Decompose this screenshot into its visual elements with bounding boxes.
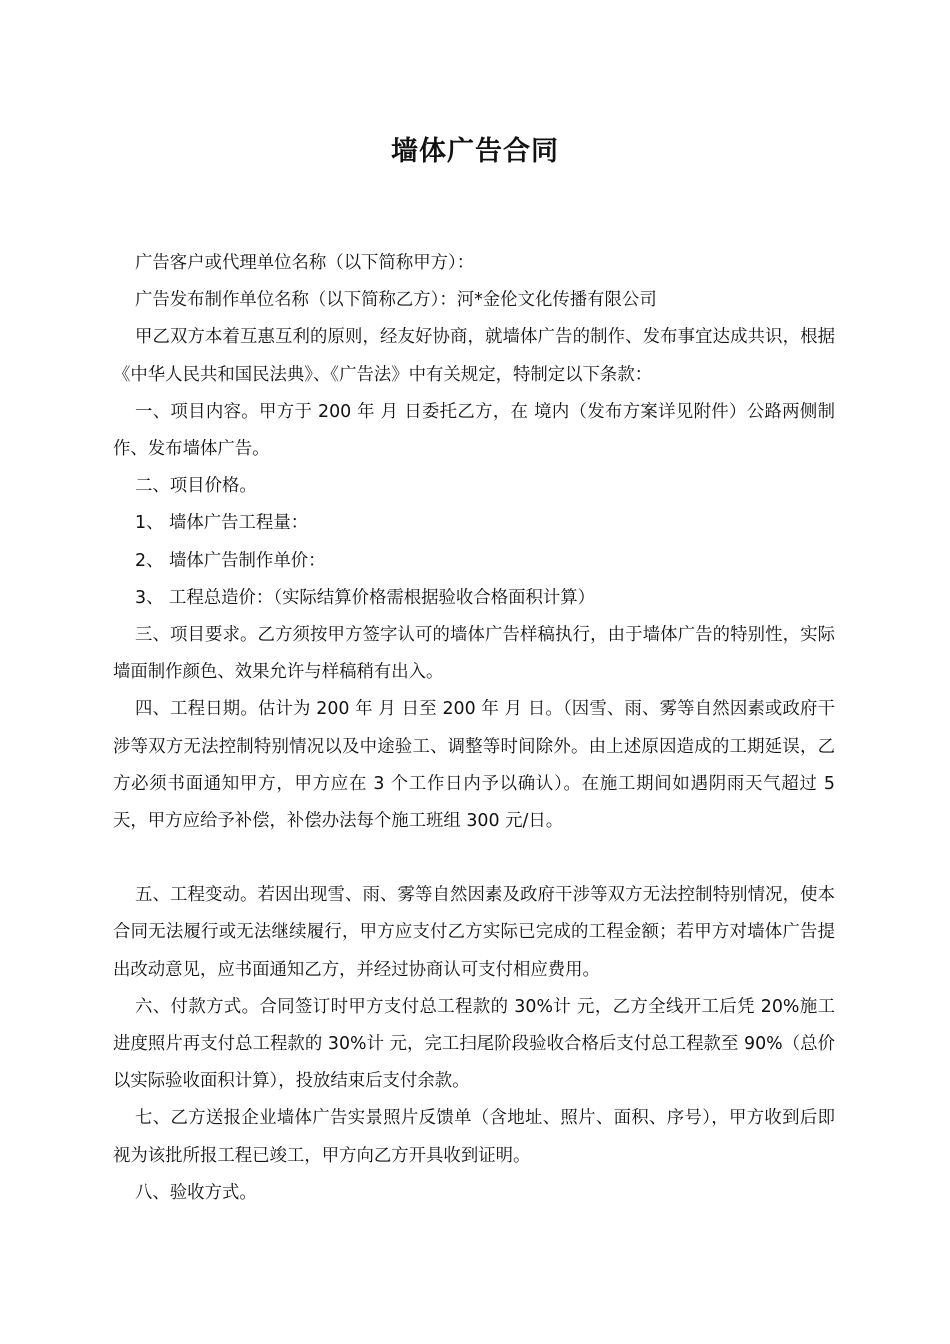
contract-body <box>113 245 835 1212</box>
clause-4-schedule: 四、工程日期。估计为 200 年 月 日至 200 年 月 日。（因雪、雨、雾等自然因素或政府干涉等双方无法控制特别情况以及中途验工、调整等时间除外。由上述原因造成的工期延误，乙方必须书面通知甲方，甲方应在 3 个工作日内予以确认）。在施工期间如遇阴雨天气超过 5 天，甲方应给予补偿，补偿办法每个施工班组 300 元/日。 <box>113 699 835 832</box>
clause-1-project-content: 一、项目内容。甲方于 200 年 月 日委托乙方，在 境内（发布方案详见附件）公路两侧制作、发布墙体广告。 <box>113 401 835 460</box>
preamble-paragraph: 甲乙双方本着互惠互利的原则，经友好协商，就墙体广告的制作、发布事宜达成共识，根据《中华人民共和国民法典》、《广告法》中有关规定，特制定以下条款： <box>113 327 835 385</box>
document-title: 墙体广告合同 <box>391 136 559 167</box>
party-b-line: 广告发布制作单位名称（以下简称乙方）：河*金伦文化传播有限公司 <box>135 290 657 311</box>
clause-5-changes: 五、工程变动。若因出现雪、雨、雾等自然因素及政府干涉等双方无法控制特别情况，使本合同无法履行或无法继续履行，甲方应支付乙方实际已完成的工程金额；若甲方对墙体广告提出改动意见，应书面通知乙方，并经过协商认可支付相应费用。 <box>113 885 835 980</box>
clause-8-acceptance: 八、验收方式。 <box>135 1182 257 1203</box>
clause-6-payment: 六、付款方式。合同签订时甲方支付总工程款的 30%计 元，乙方全线开工后凭 20%施工进度照片再支付总工程款的 30%计 元，完工扫尾阶段验收合格后支付总工程款至 90%（总价以实际验收面积计算），投放结束后支付余款。 <box>113 996 835 1092</box>
clause-2-project-price: 二、项目价格。 <box>135 476 257 497</box>
party-a-line: 广告客户或代理单位名称（以下简称甲方）： <box>135 253 475 273</box>
price-item-2: 2、 墙体广告制作单价： <box>135 550 326 571</box>
clause-3-requirements: 三、项目要求。乙方须按甲方签字认可的墙体广告样稿执行，由于墙体广告的特别性，实际墙面制作颜色、效果允许与样稿稍有出入。 <box>113 625 835 683</box>
price-item-3: 3、 工程总造价：（实际结算价格需根据验收合格面积计算） <box>135 587 596 608</box>
price-item-1: 1、 墙体广告工程量： <box>135 513 309 534</box>
clause-7-photo-feedback: 七、乙方送报企业墙体广告实景照片反馈单（含地址、照片、面积、序号），甲方收到后即视为该批所报工程已竣工，甲方向乙方开具收到证明。 <box>113 1108 835 1166</box>
